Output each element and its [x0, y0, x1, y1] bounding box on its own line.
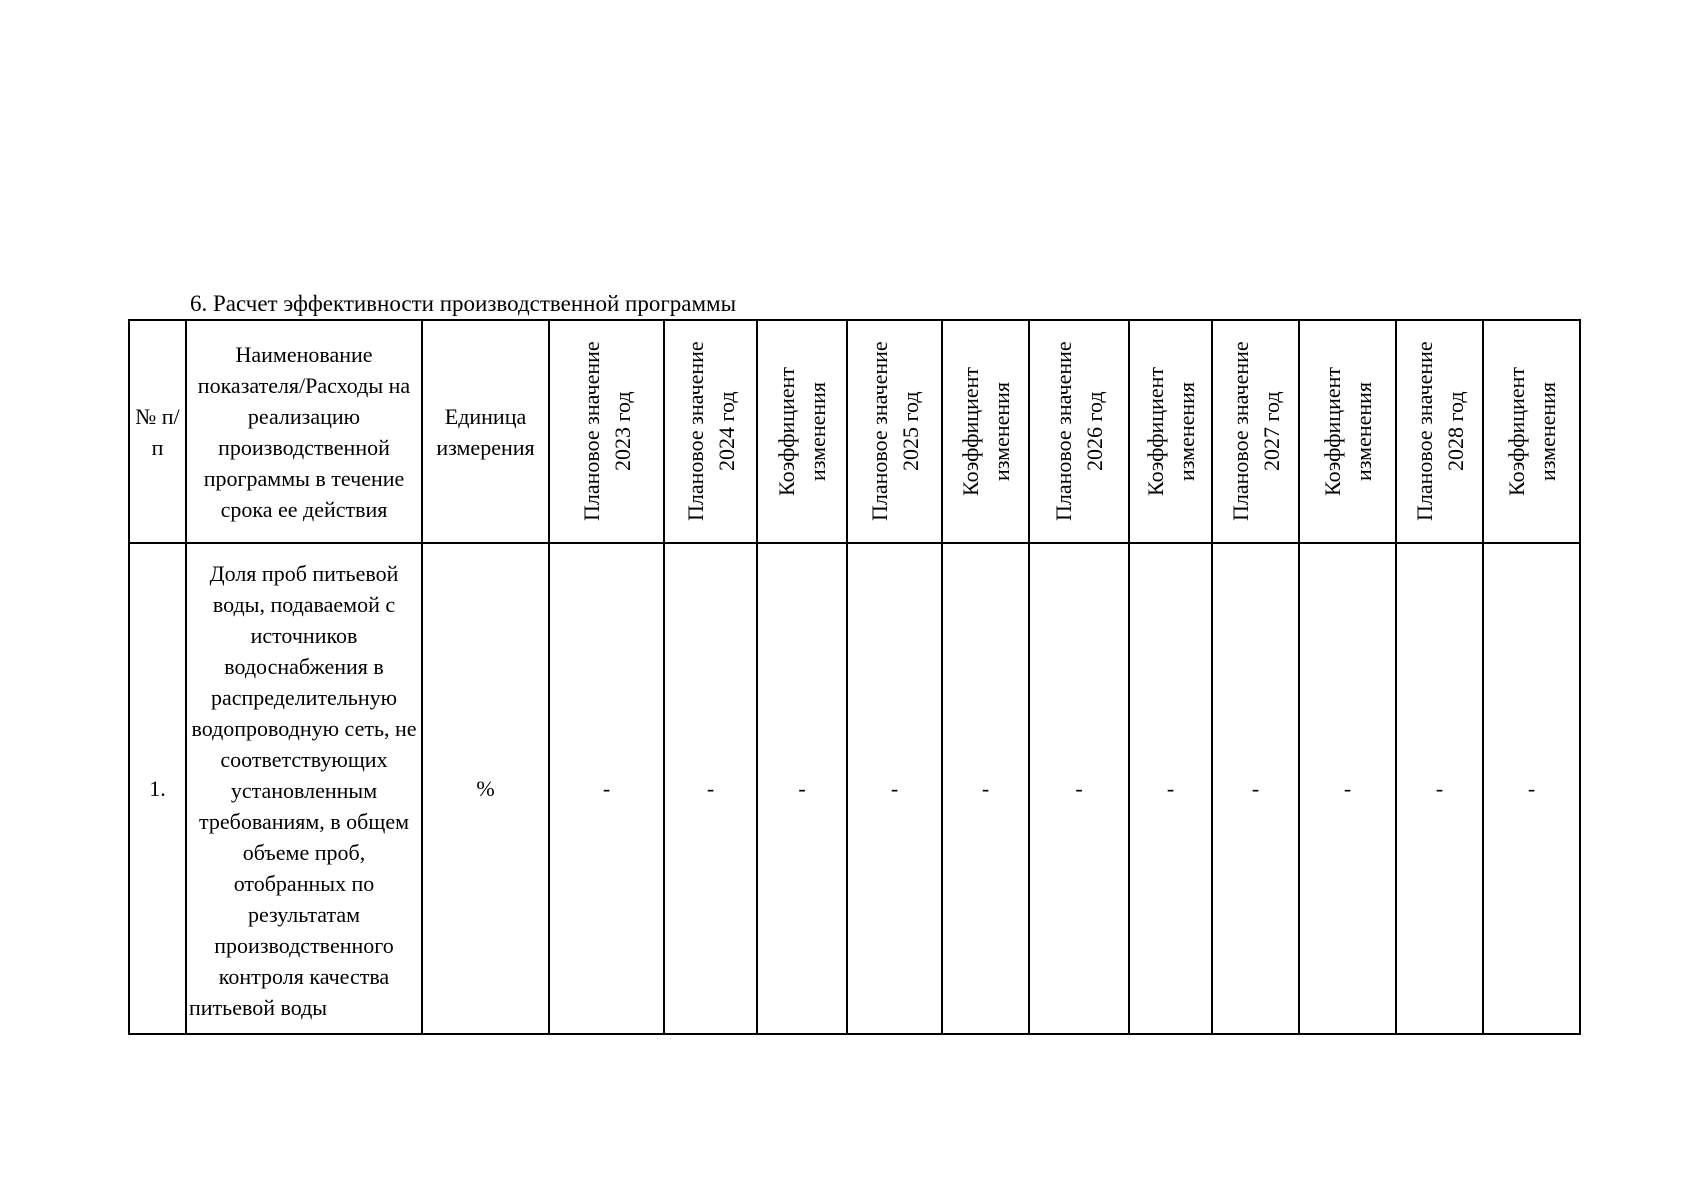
row-unit: %: [422, 543, 549, 1034]
header-coef-2027: Коэффициент изменения: [1299, 320, 1396, 543]
header-coef-2028: Коэффициент изменения: [1483, 320, 1580, 543]
row-name: Доля проб питьевой воды, подаваемой с источников водоснабжения в распределительную водопроводную сеть, не соответствующих установленным требованиям, в общем объеме проб, отобранных по результатам производственного контроля качества питьевой воды: [186, 543, 422, 1034]
row-value: -: [1029, 543, 1129, 1034]
row-value: -: [1299, 543, 1396, 1034]
row-value: -: [1483, 543, 1580, 1034]
header-coef-2024: Коэффициент изменения: [757, 320, 847, 543]
row-value: -: [1396, 543, 1483, 1034]
header-name: Наименование показателя/Расходы на реализацию производственной программы в течение срока ее действия: [186, 320, 422, 543]
header-coef-2026: Коэффициент изменения: [1129, 320, 1212, 543]
row-value: -: [757, 543, 847, 1034]
table-header-row: [129, 320, 1580, 543]
header-plan-2026: Плановое значение 2026 год: [1029, 320, 1129, 543]
section-title: 6. Расчет эффективности производственной программы: [190, 291, 737, 316]
row-value: -: [549, 543, 664, 1034]
header-plan-2028: Плановое значение 2028 год: [1396, 320, 1483, 543]
header-coef-2025: Коэффициент изменения: [942, 320, 1029, 543]
table-row: [129, 543, 1580, 1034]
row-value: -: [664, 543, 757, 1034]
efficiency-table: [128, 319, 1581, 1035]
row-num: 1.: [129, 543, 186, 1034]
row-value: -: [847, 543, 942, 1034]
row-value: -: [1212, 543, 1299, 1034]
row-value: -: [1129, 543, 1212, 1034]
header-plan-2027: Плановое значение 2027 год: [1212, 320, 1299, 543]
header-num: № п/п: [129, 320, 186, 543]
header-unit: Единица измерения: [422, 320, 549, 543]
header-plan-2023: Плановое значение 2023 год: [549, 320, 664, 543]
header-plan-2024: Плановое значение 2024 год: [664, 320, 757, 543]
row-value: -: [942, 543, 1029, 1034]
header-plan-2025: Плановое значение 2025 год: [847, 320, 942, 543]
